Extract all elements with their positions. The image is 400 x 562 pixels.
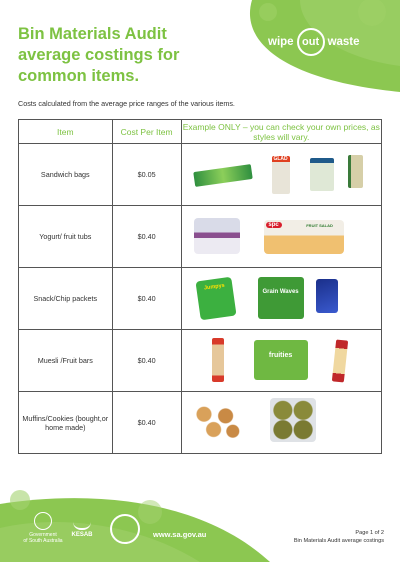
logo-word-wipe: wipe <box>268 36 294 48</box>
government-sa-logo: Government of South Australia <box>18 512 68 544</box>
example-images <box>181 144 381 206</box>
table-row <box>19 144 382 206</box>
fruit-bar-box-image <box>254 340 308 380</box>
fruit-bar-image <box>331 339 347 382</box>
cost-cell: $0.40 <box>112 206 181 268</box>
sustainability-seal-icon <box>110 514 140 544</box>
logo-recycle-ring: out <box>297 28 325 56</box>
sandwich-bag-box-image <box>193 164 253 187</box>
muesli-bar-image <box>212 338 224 382</box>
chip-packet-image <box>195 277 236 321</box>
item-cell: Muesli /Fruit bars <box>19 330 113 392</box>
sandwich-bag-box2-image <box>348 155 363 188</box>
header-example: Example ONLY – you can check your own prices, as styles will vary. <box>182 121 380 142</box>
item-cell: Muffins/Cookies (bought,or home made) <box>19 392 113 454</box>
table-row <box>19 206 382 268</box>
table-row <box>19 392 382 454</box>
item-cell: Snack/Chip packets <box>19 268 113 330</box>
item-cell: Sandwich bags <box>19 144 113 206</box>
example-images <box>181 330 381 392</box>
cost-cell: $0.05 <box>112 144 181 206</box>
jumpys-label: Jumpys <box>203 282 225 292</box>
header-item: Item <box>19 120 113 144</box>
table-row <box>19 268 382 330</box>
page-title: Bin Materials Audit average costings for common items. <box>18 25 180 85</box>
example-images <box>181 206 381 268</box>
spc-label: spc <box>266 222 282 228</box>
logo-word-waste: waste <box>327 36 360 48</box>
wipe-out-waste-logo <box>268 30 388 54</box>
page-info <box>294 529 384 545</box>
table-row <box>19 330 382 392</box>
glad-bag-box-image <box>272 156 290 194</box>
cost-cell: $0.40 <box>112 330 181 392</box>
government-crest-icon <box>34 512 52 530</box>
intro-text: Costs calculated from the average price ranges of the various items. <box>18 99 235 108</box>
header-cost: Cost Per Item <box>112 120 181 144</box>
fruities-label: fruities <box>268 352 293 359</box>
table-header-row <box>19 120 382 144</box>
kesab-logo: KESAB <box>66 514 98 538</box>
snack-packet-image <box>316 279 338 313</box>
sandwich-bag-pack-image <box>310 158 334 191</box>
glad-label: GLAD <box>273 156 288 162</box>
item-cell: Yogurt/ fruit tubs <box>19 206 113 268</box>
page-number: Page 1 of 2 <box>355 530 384 536</box>
document-name: Bin Materials Audit average costings <box>293 538 384 544</box>
grain-waves-label: Grain Waves <box>262 289 299 295</box>
kesab-figures-icon <box>73 514 91 530</box>
costing-table <box>18 119 382 454</box>
yogurt-tubs-image <box>194 218 240 254</box>
muffins-tray-image <box>270 398 316 442</box>
website-url[interactable]: www.sa.gov.au <box>153 530 207 539</box>
grain-waves-packet-image <box>258 277 304 319</box>
cost-cell: $0.40 <box>112 392 181 454</box>
example-images <box>181 392 381 454</box>
cost-cell: $0.40 <box>112 268 181 330</box>
fruit-salad-label: FRUIT SALAD <box>306 223 333 228</box>
spc-fruit-tubs-image <box>264 220 344 254</box>
example-images <box>181 268 381 330</box>
cookies-image <box>192 404 240 438</box>
